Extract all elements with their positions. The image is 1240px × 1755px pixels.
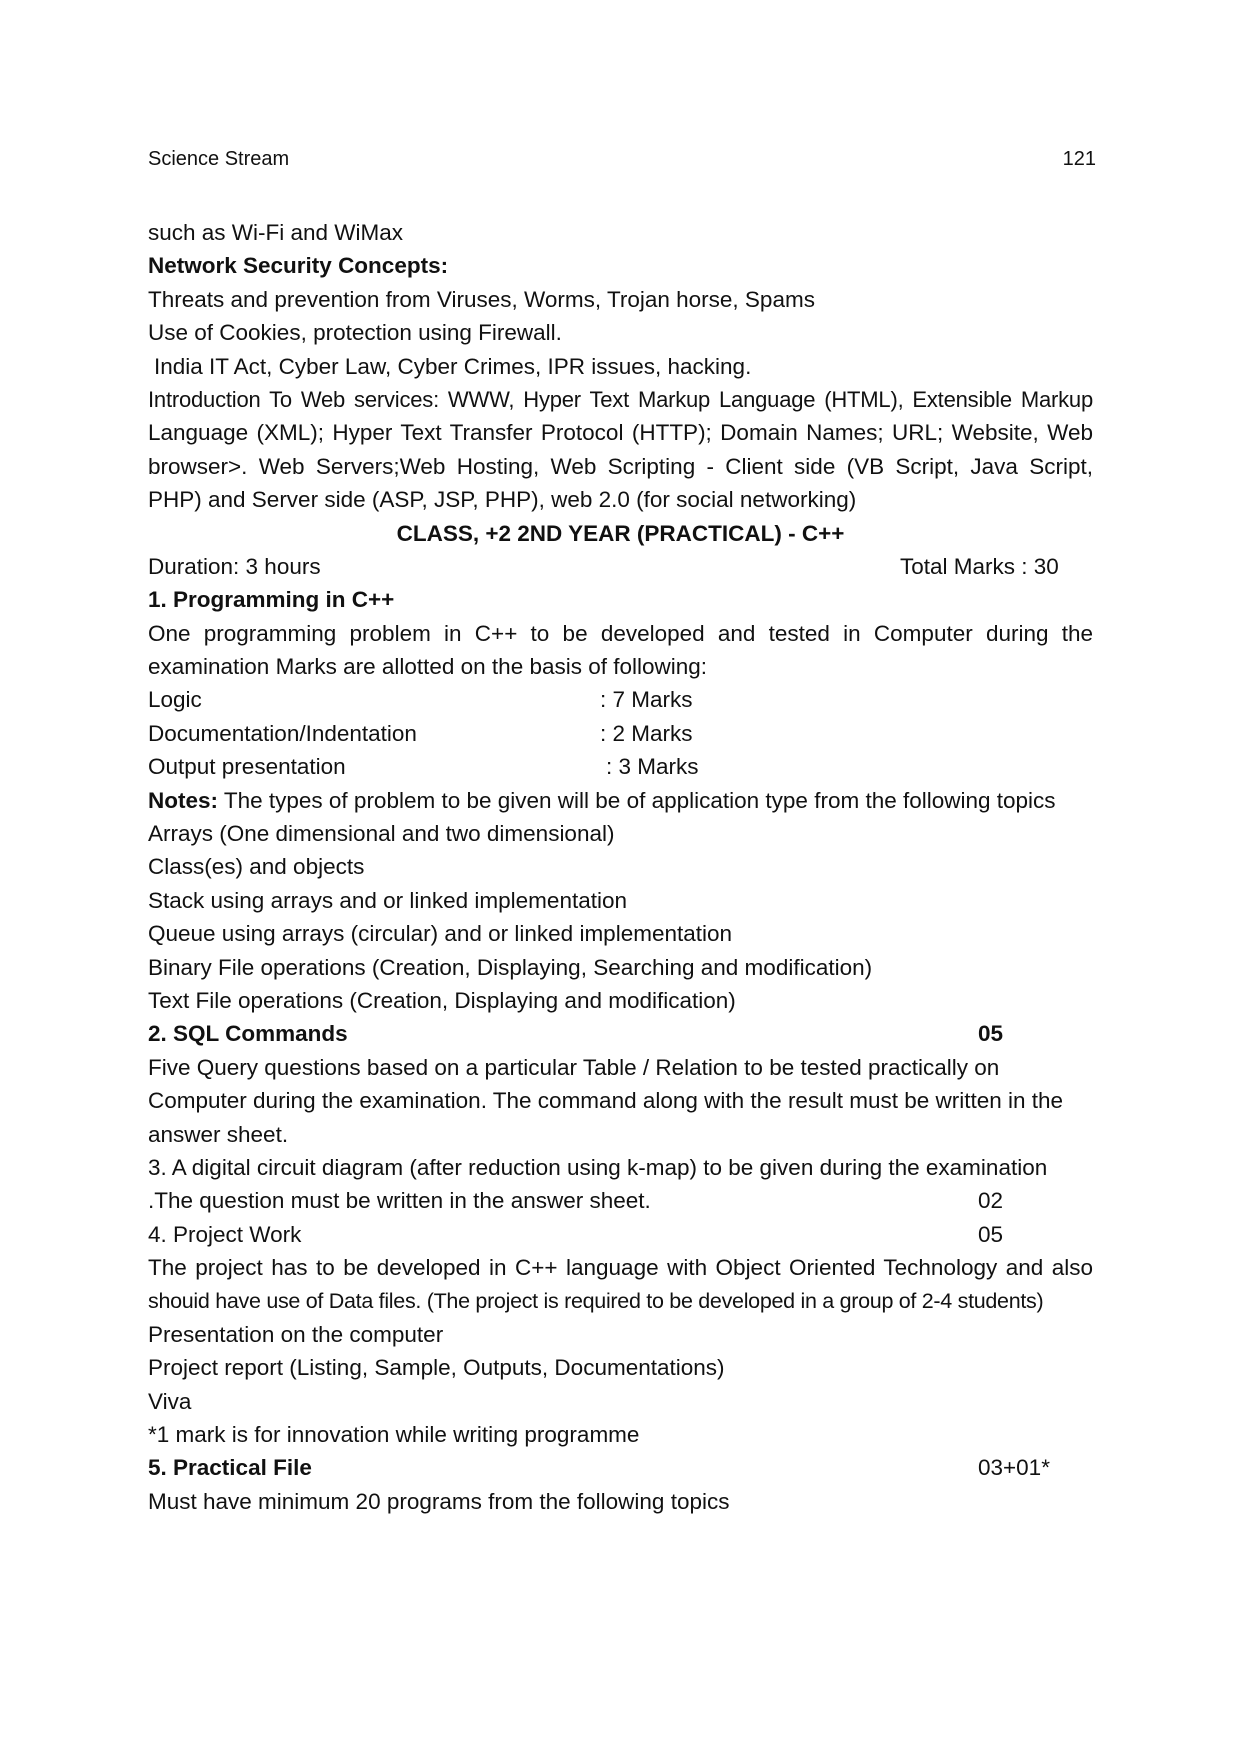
section2-heading-row	[148, 1017, 1093, 1050]
page-body	[148, 216, 1093, 1518]
project-item: Presentation on the computer	[148, 1321, 444, 1347]
marks-label: Logic	[148, 687, 202, 713]
marks-value: : 2 Marks	[600, 720, 693, 746]
section4-heading-row	[148, 1218, 1093, 1251]
practical-title: CLASS, +2 2ND YEAR (PRACTICAL) - C++	[396, 520, 845, 546]
paragraph-line: answer sheet.	[148, 1121, 289, 1147]
total-marks: Total Marks : 30	[900, 553, 1059, 579]
marks-label: Documentation/Indentation	[148, 720, 417, 746]
paragraph-line: Language (XML); Hyper Text Transfer Protocol (HTTP); Domain Names; URL; Website, Web	[148, 420, 1093, 446]
section3-row	[148, 1184, 1093, 1217]
notes-text: The types of problem to be given will be of application type from the following topics	[218, 787, 1056, 813]
marks-row	[148, 717, 1093, 750]
paragraph-line: shouid have use of Data files. (The project is required to be developed in a group of 2-4 students)	[148, 1288, 1044, 1313]
paragraph-line: Must have minimum 20 programs from the following topics	[148, 1488, 730, 1514]
marks-row	[148, 683, 1093, 716]
text-line: Use of Cookies, protection using Firewall.	[148, 320, 562, 346]
paragraph-line: Introduction To Web services: WWW, Hyper Text Markup Language (HTML), Extensible Markup	[148, 386, 1093, 412]
duration-row	[148, 550, 1093, 583]
duration: Duration: 3 hours	[148, 553, 321, 579]
text-line: India IT Act, Cyber Law, Cyber Crimes, IPR issues, hacking.	[154, 353, 752, 379]
running-head: Science Stream	[148, 148, 290, 170]
paragraph-line: PHP) and Server side (ASP, JSP, PHP), web 2.0 (for social networking)	[148, 487, 857, 513]
paragraph-line: examination Marks are allotted on the basis of following:	[148, 654, 708, 680]
section3-marks: 02	[978, 1188, 1004, 1214]
topic-item: Class(es) and objects	[148, 854, 365, 880]
project-item: Project report (Listing, Sample, Outputs, Documentations)	[148, 1355, 725, 1381]
topic-item: Arrays (One dimensional and two dimensional)	[148, 821, 615, 847]
section3-line: 3. A digital circuit diagram (after reduction using k-map) to be given during the examination	[148, 1154, 1048, 1180]
section1-heading: 1. Programming in C++	[148, 587, 395, 613]
paragraph-line: Computer during the examination. The command along with the result must be written in the	[148, 1088, 1064, 1114]
paragraph-line: Five Query questions based on a particular Table / Relation to be tested practically on	[148, 1054, 1000, 1080]
section4-heading: 4. Project Work	[148, 1221, 302, 1247]
topic-item: Binary File operations (Creation, Displaying, Searching and modification)	[148, 954, 873, 980]
paragraph-line: The project has to be developed in C++ language with Object Oriented Technology and also	[148, 1255, 1093, 1281]
topic-item: Text File operations (Creation, Displaying and modification)	[148, 987, 736, 1013]
marks-row	[148, 750, 1093, 783]
page-number: 121	[1062, 148, 1096, 170]
section4-marks: 05	[978, 1221, 1004, 1247]
marks-label: Output presentation	[148, 754, 346, 780]
section5-heading: 5. Practical File	[148, 1455, 312, 1481]
section3-text: .The question must be written in the answer sheet.	[148, 1188, 651, 1214]
page-header	[148, 148, 1096, 176]
text-line: such as Wi-Fi and WiMax	[148, 220, 404, 245]
section2-heading: 2. SQL Commands	[148, 1021, 348, 1047]
section2-marks: 05	[978, 1021, 1004, 1047]
section5-marks: 03+01*	[978, 1455, 1050, 1481]
project-item: Viva	[148, 1388, 192, 1414]
notes-label: Notes:	[148, 787, 219, 813]
text-line: Threats and prevention from Viruses, Worms, Trojan horse, Spams	[148, 286, 815, 312]
paragraph-line: One programming problem in C++ to be developed and tested in Computer during the	[148, 620, 1093, 646]
marks-value: : 3 Marks	[606, 754, 699, 780]
section5-heading-row	[148, 1451, 1093, 1484]
topic-item: Stack using arrays and or linked implementation	[148, 887, 627, 913]
notes-line	[148, 784, 1093, 817]
paragraph-line: browser>. Web Servers;Web Hosting, Web Scripting - Client side (VB Script, Java Script,	[148, 453, 1093, 479]
network-security-heading: Network Security Concepts:	[148, 253, 449, 279]
project-item: *1 mark is for innovation while writing programme	[148, 1422, 640, 1448]
topic-item: Queue using arrays (circular) and or linked implementation	[148, 921, 733, 947]
marks-value: : 7 Marks	[600, 687, 693, 713]
